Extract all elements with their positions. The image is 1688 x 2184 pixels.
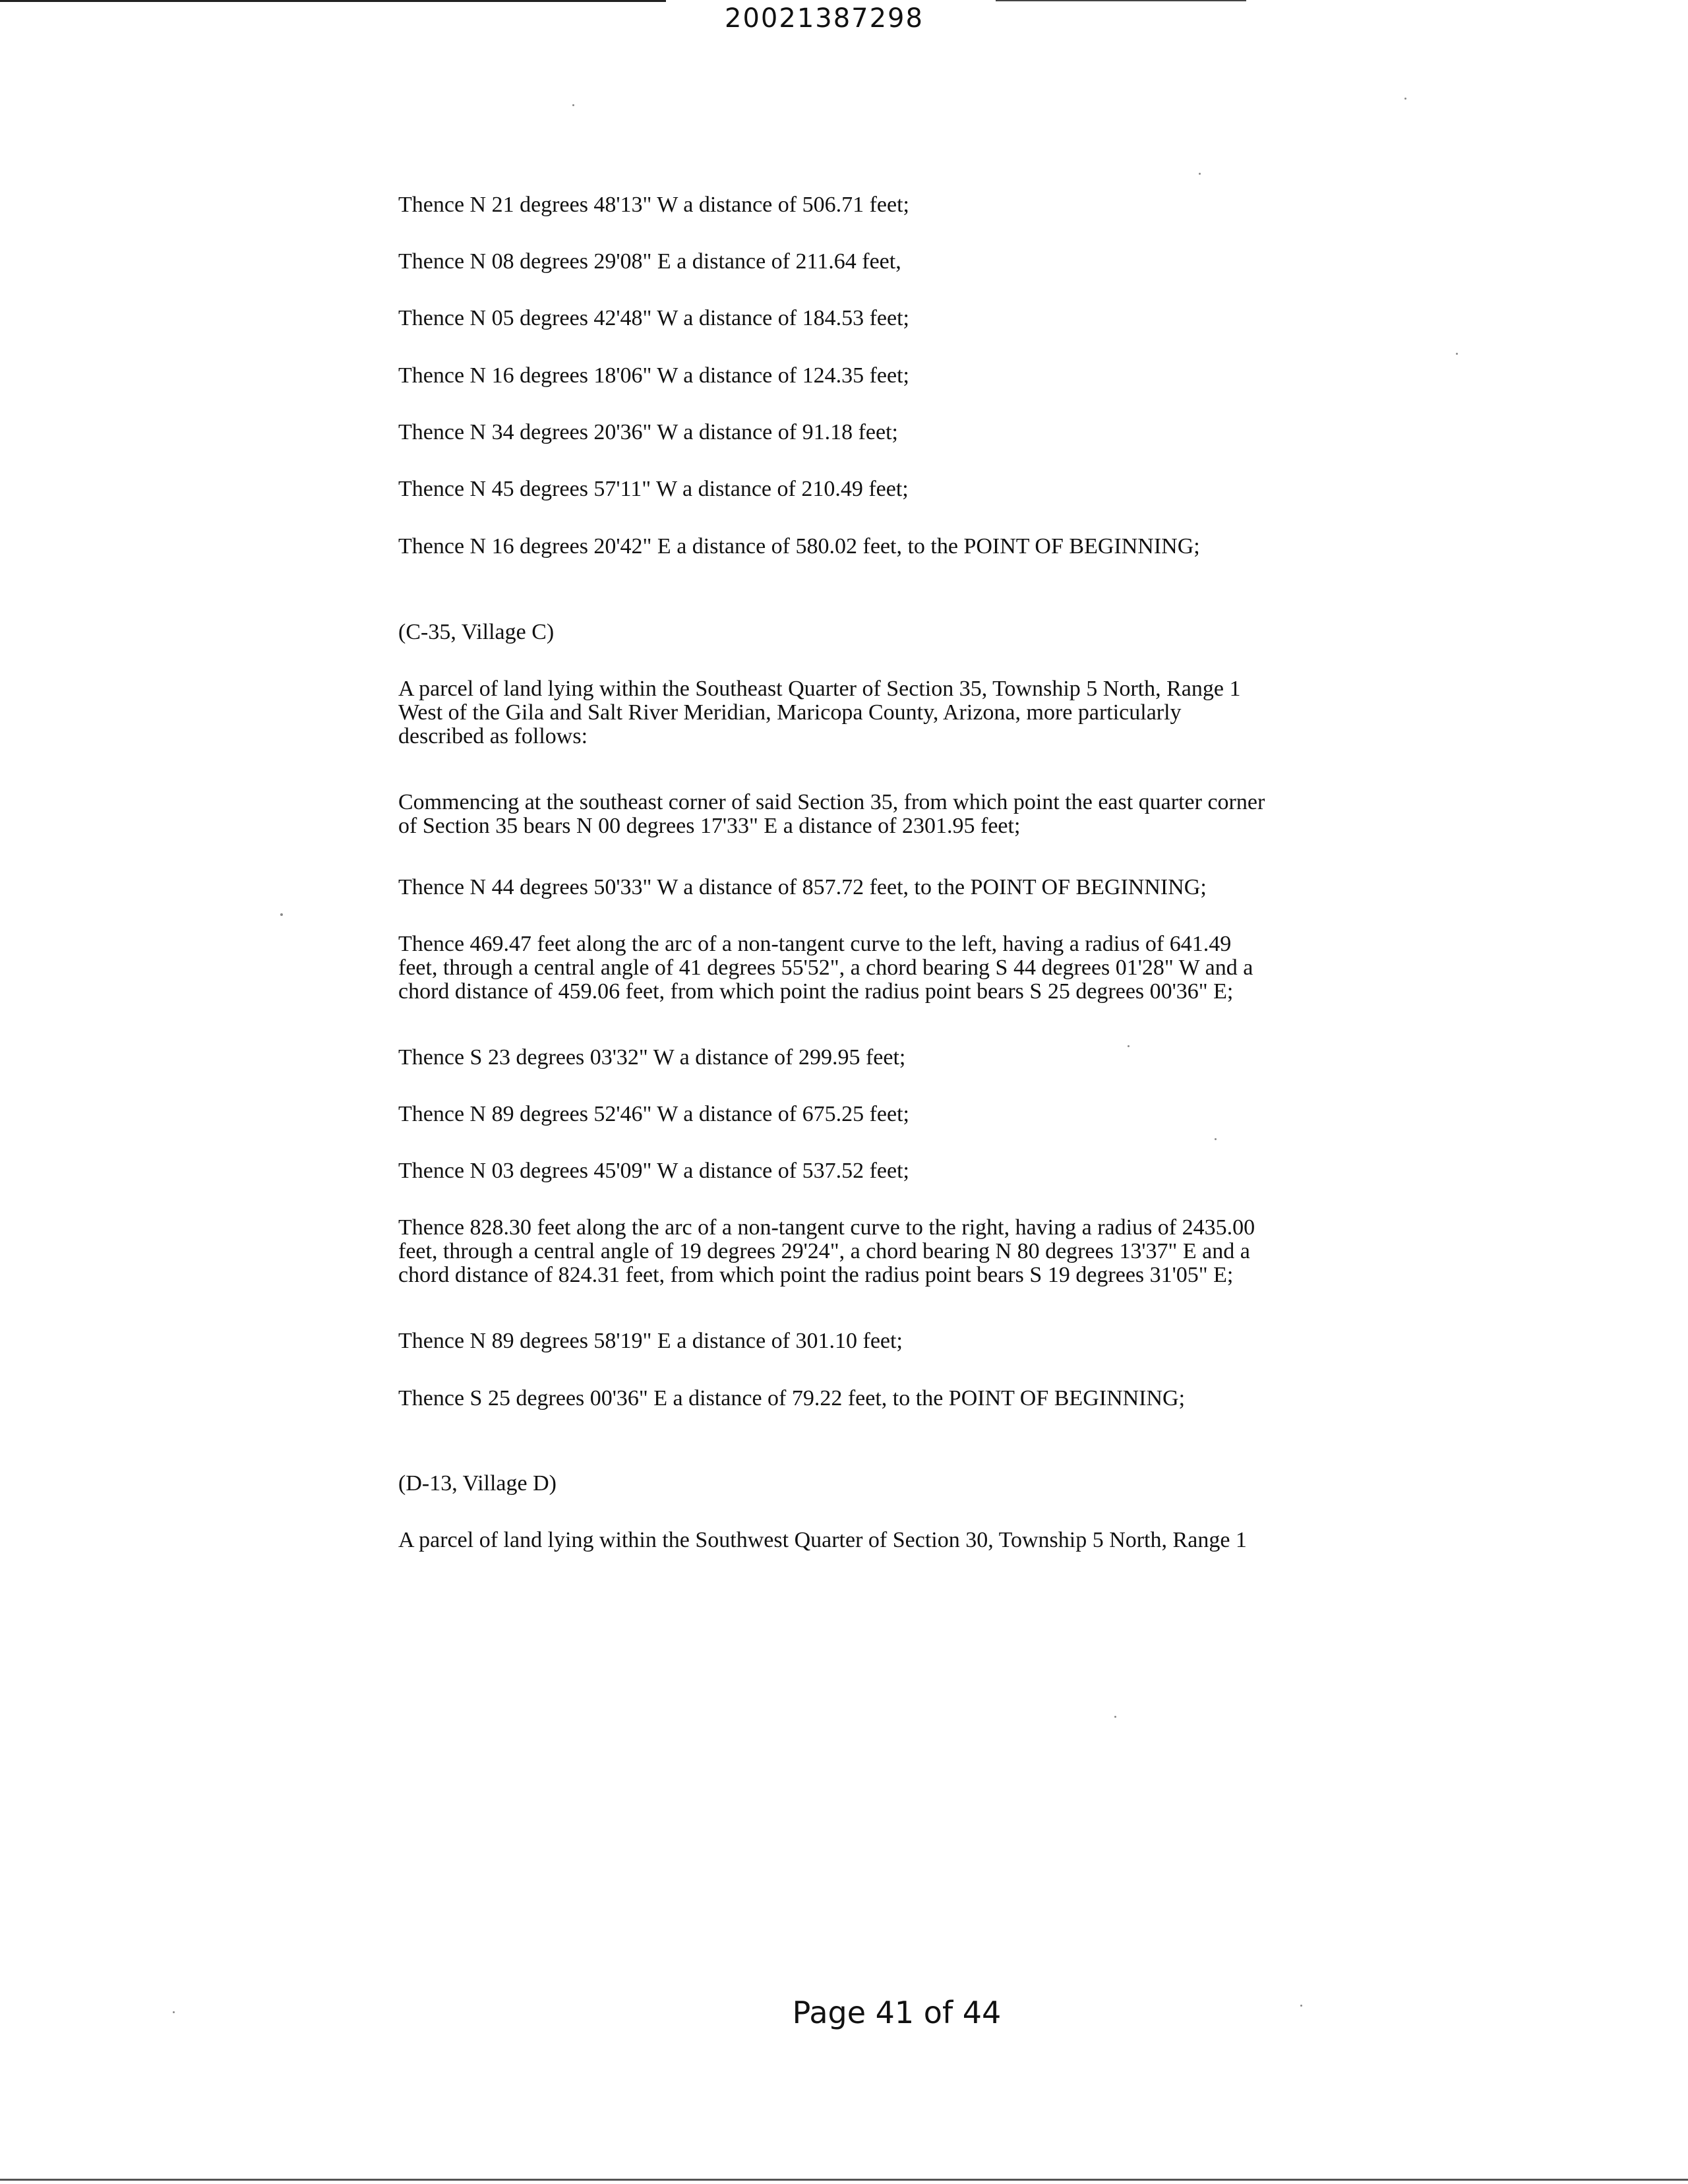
course-line: Thence N 21 degrees 48'13" W a distance of 506.71 feet; (398, 193, 909, 217)
scan-speck (1300, 2005, 1302, 2007)
scan-speck (1199, 173, 1201, 175)
course-line: Thence N 89 degrees 52'46" W a distance of 675.25 feet; (398, 1102, 909, 1126)
course-line: Thence N 44 degrees 50'33" W a distance of 857.72 feet, to the POINT OF BEGINNING; (398, 875, 1207, 899)
course-line: Thence N 03 degrees 45'09" W a distance of 537.52 feet; (398, 1159, 909, 1183)
paragraph-line: chord distance of 459.06 feet, from which point the radius point bears S 25 degrees 00'36" E; (398, 979, 1234, 1004)
paragraph-line: of Section 35 bears N 00 degrees 17'33" E a distance of 2301.95 feet; (398, 814, 1021, 838)
scan-edge-bottom (0, 2179, 1688, 2181)
scan-speck (1215, 1138, 1217, 1140)
commencing-paragraph (398, 791, 1385, 838)
paragraph-line: feet, through a central angle of 41 degrees 55'52", a chord bearing S 44 degrees 01'28" W and a (398, 956, 1253, 980)
parcel-heading-c35: (C-35, Village C) (398, 620, 555, 644)
curve-paragraph-2 (398, 1216, 1385, 1287)
scan-speck (1456, 353, 1458, 355)
scan-edge-top-right (996, 0, 1246, 1)
paragraph-line: Thence 828.30 feet along the arc of a non-tangent curve to the right, having a radius of 2435.00 (398, 1215, 1255, 1240)
paragraph-line: described as follows: (398, 724, 588, 748)
paragraph-line: Thence 469.47 feet along the arc of a non-tangent curve to the left, having a radius of 641.49 (398, 932, 1232, 956)
parcel-heading-d13: (D-13, Village D) (398, 1471, 557, 1496)
course-line: Thence S 25 degrees 00'36" E a distance of 79.22 feet, to the POINT OF BEGINNING; (398, 1386, 1186, 1410)
course-line: Thence N 89 degrees 58'19" E a distance of 301.10 feet; (398, 1329, 903, 1353)
paragraph-line: A parcel of land lying within the Southeast Quarter of Section 35, Township 5 North, Range 1 (398, 677, 1241, 701)
scan-speck (1114, 1716, 1116, 1718)
course-line: Thence S 23 degrees 03'32" W a distance of 299.95 feet; (398, 1045, 906, 1070)
curve-paragraph-1 (398, 932, 1385, 1004)
paragraph-line: chord distance of 824.31 feet, from which point the radius point bears S 19 degrees 31'05" E; (398, 1263, 1234, 1287)
paragraph-line: feet, through a central angle of 19 degrees 29'24", a chord bearing N 80 degrees 13'37" E and a (398, 1239, 1250, 1263)
paragraph-line: West of the Gila and Salt River Meridian, Maricopa County, Arizona, more particularly (398, 700, 1182, 725)
scan-speck (1128, 1045, 1130, 1047)
course-line: Thence N 45 degrees 57'11" W a distance of 210.49 feet; (398, 477, 909, 501)
course-line: Thence N 16 degrees 20'42" E a distance of 580.02 feet, to the POINT OF BEGINNING; (398, 534, 1200, 559)
page-number: Page 41 of 44 (792, 1995, 1002, 2030)
parcel-intro-c35 (398, 677, 1385, 748)
parcel-intro-d13: A parcel of land lying within the Southwest Quarter of Section 30, Township 5 North, Range 1 (398, 1528, 1247, 1552)
course-line: Thence N 34 degrees 20'36" W a distance of 91.18 feet; (398, 420, 898, 444)
scan-speck (1404, 98, 1406, 100)
course-line: Thence N 08 degrees 29'08" E a distance of 211.64 feet, (398, 249, 901, 274)
scan-speck (173, 2011, 175, 2013)
scan-speck (280, 913, 283, 916)
scan-speck (572, 104, 574, 106)
scan-edge-top-left (0, 0, 666, 2)
course-line: Thence N 05 degrees 42'48" W a distance of 184.53 feet; (398, 306, 909, 330)
paragraph-line: Commencing at the southeast corner of said Section 35, from which point the east quarter corner (398, 790, 1265, 814)
recording-number: 20021387298 (725, 3, 924, 34)
course-line: Thence N 16 degrees 18'06" W a distance of 124.35 feet; (398, 363, 909, 388)
